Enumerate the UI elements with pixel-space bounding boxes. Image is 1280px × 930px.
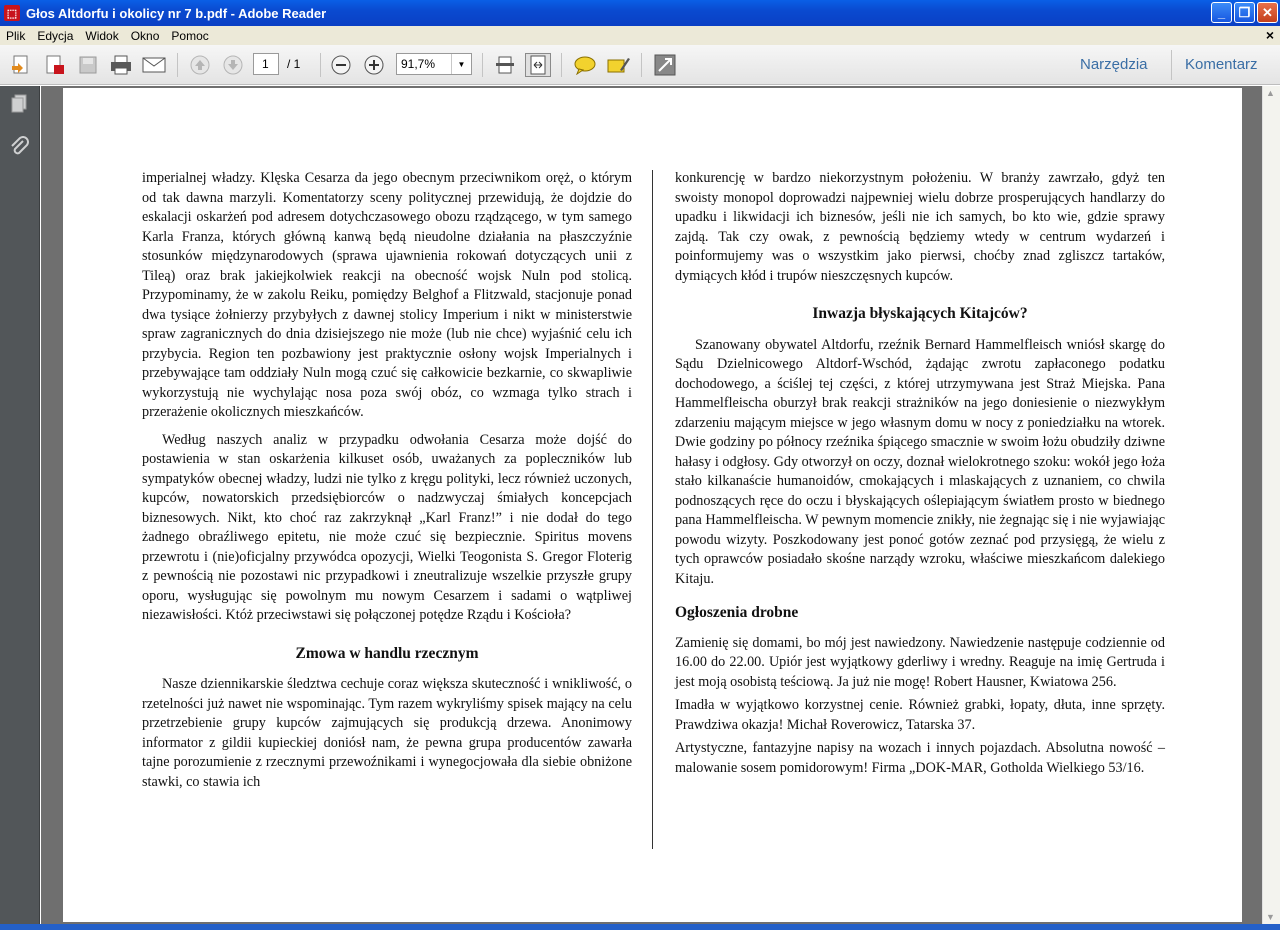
navigation-panel (0, 86, 40, 924)
paragraph: Według naszych analiz w przypadku odwołania Cesarza może dojść do postawienia w stan oskarżenia kilkuset osób, uważanych za popleczników lub sympatyków obecnej władzy, ludzi nie tylko z kręgu polityki, lecz również uczonych, kupców, nowatorskich przedsiębiorców o nadzwyczaj śmiałych koncepcjach biznesowych. Nikt, kto choć raz zakrzyknął „Karl Franz!” i nie dodał do tego żadnego obraźliwego epitetu, nie może czuć się bezpiecznie. Spiritus movens przewrotu i (nie)oficjalny przywódca opozycji, Wielki Teogonista S. Gregor Floterig z pewnością nie pozostawi nic przypadkowi i zneutralizuje wszelkie przyszłe grupy oporu, wysługując się powolnym mu nowym Cesarzem i sadami o wątpliwej niezawisłości. Któż przeciwstawi się połączonej potędze Rządu i Kościoła? (142, 431, 632, 623)
paragraph: imperialnej władzy. Klęska Cesarza da jego obecnym przeciwnikom oręż, o którym od tak dawna marzyli. Komentatorzy sceny politycznej przewidują, że dojdzie do eskalacji oskarżeń pod adresem dotychczasowego obozu rządzącego, w tym samego Karla Franza, których główną kanwą będą nieudolne działania na płaszczyźnie stosunków międzynarodowych (sprawa ujawnienia rokowań dotyczących unii z Tileą) oraz brak jakiejkolwiek reakcji na obecność wojsk Nuln pod stolicą. Przypominamy, że w zakolu Reiku, pomiędzy Belghof a Flitzwald, stacjonuje ponad dwa tysiące żołnierzy przybyłych z dawnej stolicy Imperium i nikt w ministerstwie spraw zagranicznych do dnia dzisiejszego nie może (lub nie chce) wyjaśnić celu ich przybycia. Region ten pozbawiony jest praktycznie osłony wojsk Imperialnych i przebywające tam oddziały Nuln mogą czuć się całkowicie bezkarnie, co skwapliwie wykorzystują nie wychylając nosa poza swój obóz, co wzmaga tylko strach i przerażenie okolicznych mieszkańców. (142, 170, 632, 420)
status-strip (0, 924, 1280, 930)
previous-page-icon[interactable] (187, 53, 213, 77)
zoom-value: 91,7% (401, 57, 436, 71)
zoom-in-icon[interactable] (361, 53, 387, 77)
page-total: / 1 (287, 57, 301, 71)
menu-edit[interactable]: Edycja (37, 28, 74, 43)
menu-bar (0, 26, 1280, 45)
left-column (142, 169, 632, 800)
title-bar (0, 0, 1280, 26)
scroll-down-icon[interactable]: ▼ (1266, 912, 1275, 922)
menu-window[interactable]: Okno (130, 28, 160, 43)
print-icon[interactable] (108, 53, 134, 77)
classified-ad: Imadła w wyjątkowo korzystnej cenie. Również grabki, łopaty, dłuta, inne sprzęty. Prawdziwa okazja! Michał Roverowicz, Tatarska 37. (675, 697, 1165, 733)
column-divider (652, 170, 653, 849)
paragraph: Nasze dziennikarskie śledztwa cechuje coraz większa skuteczność i wnikliwość, o rzetelności już nawet nie wspominając. Tym razem wykryliśmy spisek mający na celu przetrzebienie grupy kupców zajmujących się produkcją drzewa. Anonimowy informator z gildii kupieckiej doniósł nam, że pewna grupa producentów zawarła tajne porozumienie z rzecznymi przewoźnikami i wynegocjowała dla siebie obniżone stawki, co stawia ich (142, 676, 632, 790)
maximize-button[interactable]: ❐ (1234, 2, 1255, 23)
fullscreen-icon[interactable] (652, 53, 678, 77)
zoom-select[interactable] (396, 53, 472, 75)
classified-ad: Artystyczne, fantazyjne napisy na wozach i innych pojazdach. Absolutna nowość – malowanie sosem pomidorowym! Firma „DOK-MAR, Gotholda Wielkiego 53/16. (675, 740, 1165, 776)
tools-pane-button[interactable]: Narzędzia (1080, 56, 1148, 73)
comment-icon[interactable] (572, 53, 598, 77)
menu-file[interactable]: Plik (6, 28, 26, 43)
email-icon[interactable] (141, 53, 167, 77)
comment-pane-button[interactable]: Komentarz (1185, 56, 1258, 73)
menu-view[interactable]: Widok (85, 28, 119, 43)
highlight-icon[interactable] (605, 53, 631, 77)
zoom-out-icon[interactable] (328, 53, 354, 77)
section-heading: Ogłoszenia drobne (675, 604, 799, 621)
chevron-down-icon[interactable]: ▼ (451, 54, 471, 74)
attachments-icon[interactable] (7, 135, 31, 159)
next-page-icon[interactable] (220, 53, 246, 77)
window-title: Głos Altdorfu i okolicy nr 7 b.pdf - Adobe Reader (26, 5, 327, 21)
paragraph: konkurencję w bardzo niekorzystnym położeniu. W branży zawrzało, gdyż ten swoisty monopol doprowadzi najpewniej wielu dobrze prosperujących handlarzy do upadku i likwidacji ich biznesów, jeśli nie ich samych, bo kto wie, gdzie sprawy zajdą. Tak czy owak, z pewnością będziemy wtedy w centrum wydarzeń i poinformujemy was o wszystkim jako pierwsi, choćby znad zgliszcz tartaków, dymiących kłód i trupów nieszczęsnych kupców. (675, 170, 1165, 284)
close-button[interactable]: ✕ (1257, 2, 1278, 23)
vertical-scrollbar[interactable] (1262, 86, 1280, 924)
create-pdf-icon[interactable] (8, 53, 34, 77)
section-heading: Zmowa w handlu rzecznym (295, 644, 479, 662)
pdf-page (63, 88, 1242, 922)
classified-ad: Zamienię się domami, bo mój jest nawiedzony. Nawiedzenie następuje codziennie od 16.00 do 22.00. Upiór jest wyjątkowy gderliwy i wredny. Reaguje na imię Gertruda i jest moją osobistą teściową. Ja już nie mogę! Robert Hausner, Kwiatowa 256. (675, 634, 1165, 690)
minimize-button[interactable]: _ (1211, 2, 1232, 23)
page-number-input[interactable]: 1 (253, 53, 279, 75)
scroll-up-icon[interactable]: ▲ (1266, 88, 1275, 98)
document-close-icon[interactable]: × (1265, 27, 1274, 43)
section-heading: Inwazja błyskających Kitajców? (812, 305, 1028, 322)
document-view[interactable] (41, 86, 1262, 924)
adobe-reader-icon: ⬚ (4, 5, 20, 21)
fit-page-icon[interactable] (492, 53, 518, 77)
window-controls (1211, 2, 1278, 23)
paragraph: Szanowany obywatel Altdorfu, rzeźnik Bernard Hammelfleisch wniósł skargę do Sądu Dzielnicowego Altdorf-Wschód, żądając zwrotu zapłaconego podatku dochodowego, a ściślej tej części, z której utrzymywana jest Straż Miejska. Pana Hammelfleischa oburzył brak reakcji strażników na jego doniesienie o niezwykłym zdarzeniu mającym miejsce w jego własnym domu w nocy z poniedziałku na wtorek. Dwie godziny po północy rzeźnika śpiącego smacznie w swoim łożu obudziły dziwne hałasy i odgłosy. Gdy otworzył on oczy, doznał wielokrotnego szoku: wokół jego łoża stało kilkanaście humanoidów, cmokających i mlaskających z uznaniem, co chwila podnoszących ręce do oczu i błyskających oślepiającym światłem prosto w biednego pana Hammelfleischa. W pewnym momencie znikły, nie żegnając się i nie wyjawiając powodu wizyty. Poszkodowany jest ponoć gotów zeznać pod przysięgą, że wielu z tych oprawców posiadało skośne narządy wzroku, właściwe mieszkańcom dalekiego Kitaju. (675, 336, 1165, 587)
fit-width-icon[interactable] (525, 53, 551, 77)
menu-help[interactable]: Pomoc (171, 28, 209, 43)
page-thumbnails-icon[interactable] (7, 92, 31, 116)
create-pdf-file-icon[interactable] (42, 53, 68, 77)
save-icon[interactable] (75, 53, 101, 77)
right-column (675, 169, 1165, 782)
